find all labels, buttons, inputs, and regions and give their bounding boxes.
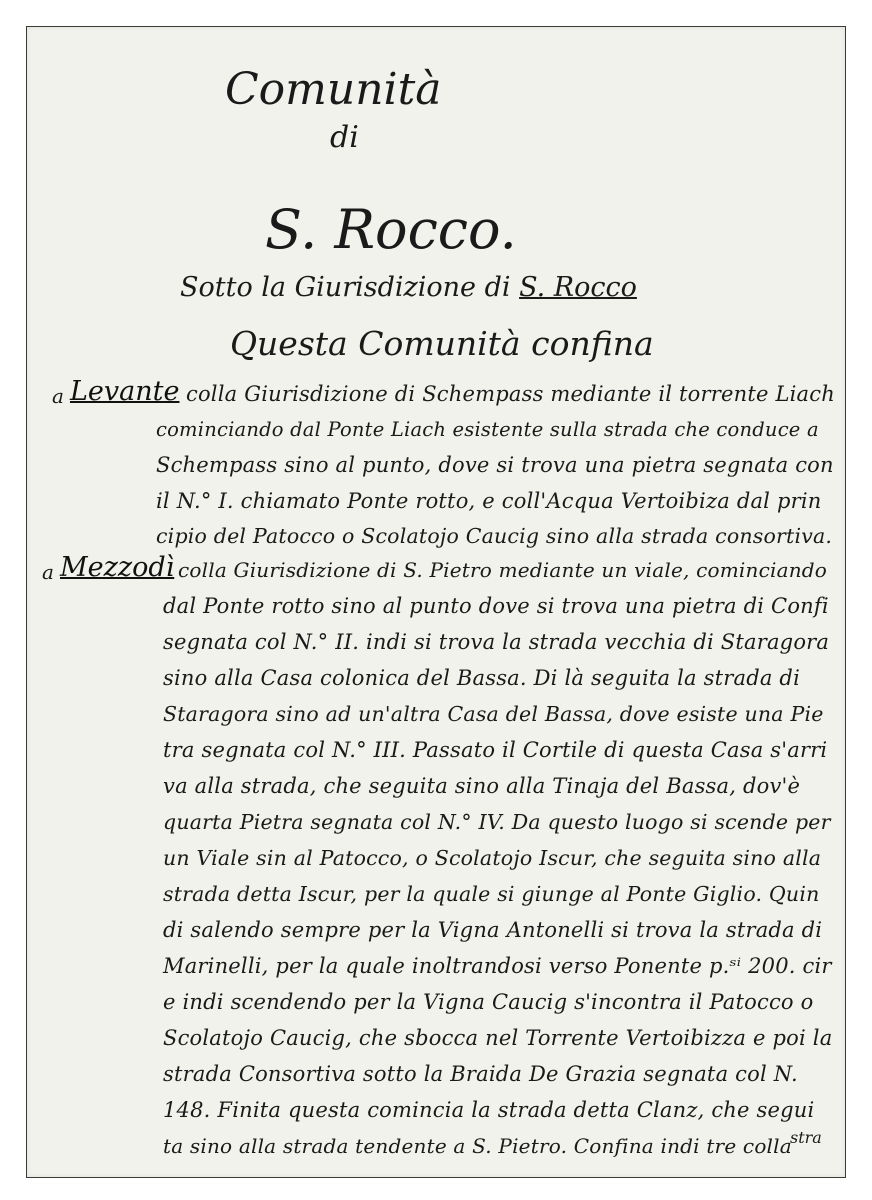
title-s-rocco: S. Rocco. — [265, 198, 517, 261]
title-di: di — [330, 120, 359, 155]
levante-line: cipio del Patocco o Scolatojo Caucig sino alla strada consortiva. — [156, 524, 833, 548]
mezzodi-line: Scolatojo Caucig, che sbocca nel Torrente Vertoibizza e poi la — [163, 1026, 833, 1050]
mezzodi-line: va alla strada, che seguita sino alla Tinaja del Bassa, dov'è — [163, 774, 801, 798]
mezzodi-line: strada Consortiva sotto la Braida De Grazia segnata col N. — [163, 1062, 798, 1086]
catchword: stra — [790, 1128, 822, 1147]
subtitle-place: S. Rocco — [519, 272, 637, 303]
levante-line: colla Giurisdizione di Schempass mediante il torrente Liach — [186, 382, 835, 406]
mezzodi-line: Staragora sino ad un'altra Casa del Bassa, dove esiste una Pie — [163, 702, 824, 726]
mezzodi-line: di salendo sempre per la Vigna Antonelli si trova la strada di — [163, 918, 823, 942]
mezzodi-line: 148. Finita questa comincia la strada detta Clanz, che segui — [163, 1098, 815, 1122]
mezzodi-line: un Viale sin al Patocco, o Scolatojo Iscur, che seguita sino alla — [163, 846, 822, 870]
mezzodi-line: dal Ponte rotto sino al punto dove si trova una pietra di Confi — [163, 594, 829, 618]
subtitle-jurisdiction — [180, 272, 637, 303]
levante-prefix: a — [52, 384, 65, 408]
mezzodi-line: ta sino alla strada tendente a S. Pietro. Confina indi tre colla — [163, 1134, 792, 1158]
levante-line: Schempass sino al punto, dove si trova una pietra segnata con — [156, 453, 834, 477]
title-comunita: Comunità — [225, 64, 442, 115]
mezzodi-line: strada detta Iscur, per la quale si giunge al Ponte Giglio. Quin — [163, 882, 820, 906]
mezzodi-line: sino alla Casa colonica del Bassa. Di là seguita la strada di — [163, 666, 800, 690]
levante-line: il N.° I. chiamato Ponte rotto, e coll'Acqua Vertoibiza dal prin — [156, 489, 822, 513]
confina-heading: Questa Comunità confina — [230, 324, 654, 363]
mezzodi-line: colla Giurisdizione di S. Pietro mediante un viale, cominciando — [178, 558, 828, 582]
subtitle-prefix: Sotto la Giurisdizione di — [180, 272, 520, 303]
mezzodi-line: tra segnata col N.° III. Passato il Cortile di questa Casa s'arri — [163, 738, 828, 762]
mezzodi-line: segnata col N.° II. indi si trova la strada vecchia di Staragora — [163, 630, 830, 654]
mezzodi-line: Marinelli, per la quale inoltrandosi verso Ponente p.ˢⁱ 200. cir — [163, 954, 832, 978]
mezzodi-line: quarta Pietra segnata col N.° IV. Da questo luogo si scende per — [163, 810, 831, 834]
levante-line: cominciando dal Ponte Liach esistente sulla strada che conduce a — [156, 418, 819, 441]
mezzodi-prefix: a — [42, 560, 55, 584]
mezzodi-line: e indi scendendo per la Vigna Caucig s'incontra il Patocco o — [163, 990, 814, 1014]
levante-label: Levante — [70, 376, 180, 407]
mezzodi-label: Mezzodì — [60, 552, 175, 583]
